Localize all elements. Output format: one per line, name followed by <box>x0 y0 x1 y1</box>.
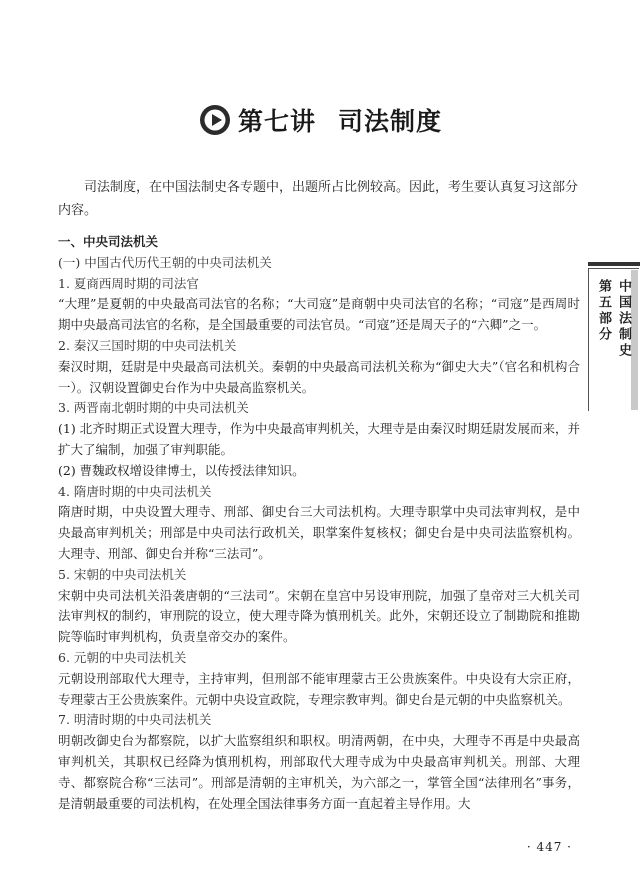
topic-heading: 1. 夏商西周时期的司法官 <box>58 275 199 291</box>
topic-heading: 3. 两晋南北朝时期的中央司法机关 <box>58 400 249 416</box>
main-content <box>58 232 580 814</box>
topic-heading: 6. 元朝的中央司法机关 <box>58 649 187 665</box>
play-circle-icon <box>198 103 232 137</box>
lecture-subject: 司法制度 <box>338 107 443 136</box>
topic-heading: 7. 明清时期的中央司法机关 <box>58 712 212 728</box>
subsection-heading: (一) 中国古代历代王朝的中央司法机关 <box>58 254 272 270</box>
paragraph: 元朝设刑部取代大理寺，主持审判，但刑部不能审理蒙古王公贵族案件。中央设有大宗正府，专理蒙古王公贵族案件。元朝中央设宣政院，专理宗教审判。御史台是元朝的中央监察机关。 <box>58 670 580 707</box>
paragraph: 宋朝中央司法机关沿袭唐朝的“三法司”。宋朝在皇宫中另设审刑院，加强了皇帝对三大机关司法审判权的制约，审刑院的设立，使大理寺降为慎刑机关。此外，宋朝还设立了制勘院和推勘院等临时审判机构，负责皇帝交办的案件。 <box>58 587 580 645</box>
part-side-tab <box>588 268 639 411</box>
paragraph: 秦汉时期，廷尉是中央最高司法机关。秦朝的中央最高司法机关称为“御史大夫”（官名和机构合一）。汉朝设置御史台作为中央最高监察机关。 <box>58 358 580 395</box>
intro-paragraph: 司法制度，在中国法制史各专题中，出题所占比例较高。因此，考生要认真复习这部分内容。 <box>58 180 579 218</box>
paragraph: (2) 曹魏政权增设律博士，以传授法律知识。 <box>58 462 305 478</box>
chapter-title <box>0 102 640 138</box>
topic-heading: 5. 宋朝的中央司法机关 <box>58 566 187 582</box>
topic-heading: 4. 隋唐时期的中央司法机关 <box>58 483 212 499</box>
side-tab-bar <box>588 262 640 266</box>
paragraph: “大理”是夏朝的中央最高司法官的名称；“大司寇”是商朝中央司法官的名称；“司寇”是西周时期中央最高司法官的名称，是全国最重要的司法官员。“司寇”还是周天子的“六卿”之一。 <box>58 296 580 333</box>
paragraph: (1) 北齐时期正式设置大理寺，作为中央最高审判机关，大理寺是由秦汉时期廷尉发展而来，并扩大了编制，加强了审判职能。 <box>58 421 580 457</box>
topic-heading: 2. 秦汉三国时期的中央司法机关 <box>58 337 237 353</box>
lecture-number: 第七讲 <box>237 107 316 136</box>
paragraph: 隋唐时期，中央设置大理寺、刑部、御史台三大司法机构。大理寺职掌中央司法审判权，是中央最高审判机关；刑部是中央司法行政机关，职掌案件复核权；御史台是中央司法监察机构。大理寺、刑部、御史台并称“三法司”。 <box>58 504 580 561</box>
page-number: · 447 · <box>526 840 572 854</box>
paragraph: 明朝改御史台为都察院，以扩大监察组织和职权。明清两朝，在中央，大理寺不再是中央最高审判机关，其职权已经降为慎刑机构，刑部取代大理寺成为中央最高审判机关。刑部、大理寺、都察院合称“三法司”。刑部是清朝的主审机关，为六部之一，掌管全国“法律刑名”事务，是清朝最重要的司法机构，在处理全国法律事务方面一直起着主导作用。大 <box>58 733 580 811</box>
part-label: 第五部分 <box>596 279 611 343</box>
part-name: 中国法制史 <box>616 279 631 359</box>
section-heading: 一、中央司法机关 <box>58 234 159 249</box>
